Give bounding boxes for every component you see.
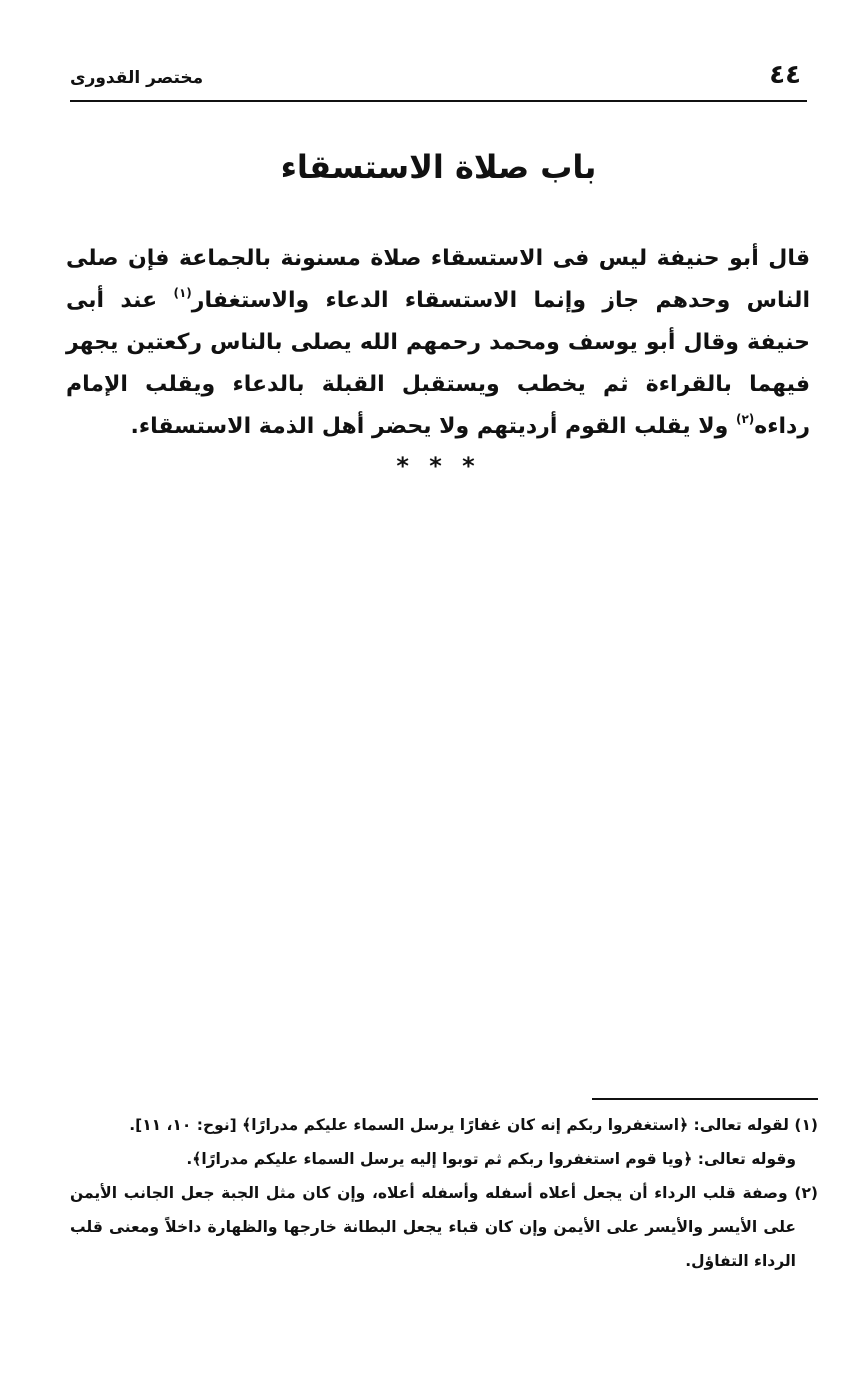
section-separator: * * * [396,452,481,480]
footnote-2: (٢) وصفة قلب الرداء أن يجعل أعلاه أسفله وأسفله أعلاه، وإن كان مثل الجبة جعل الجانب الأيمن على الأيسر والأيسر على الأيمن وإن كان قباء يجعل البطانة خارجها والظهارة داخلاً ومعنى قلب الرداء التفاؤل. [70,1184,818,1270]
footnote-1: (١) لقوله تعالى: ﴿استغفروا ربكم إنه كان غفارًا يرسل السماء عليكم مدرارًا﴾ [نوح: ١٠، ١١]. [129,1116,818,1134]
footnotes [70,1108,818,1278]
body-text-part-2: عند أبى حنيفة وقال أبو يوسف ومحمد رحمهم الله يصلى بالناس ركعتين يجهر فيهما بالقراءة ثم يخطب ويستقبل القبلة بالدعاء ويقلب الإمام رداءه [66,288,810,439]
body-text-part-1: قال أبو حنيفة ليس فى الاستسقاء صلاة مسنونة بالجماعة فإن صلى الناس وحدهم جاز وإنما الاستسقاء الدعاء والاستغفار [66,246,810,313]
header-divider [70,100,807,102]
footnote-marker-1: (١) [173,286,192,300]
footnote-1-continued: وقوله تعالى: ﴿ويا قوم استغفروا ربكم ثم توبوا إليه يرسل السماء عليكم مدرارًا﴾. [186,1150,796,1168]
footnote-divider [592,1098,818,1100]
chapter-title: باب صلاة الاستسقاء [280,148,597,186]
book-title: مختصر القدورى [70,68,204,88]
footnote-marker-2: (٢) [735,412,755,426]
page-number: ٤٤ [769,60,801,90]
running-header [70,60,807,96]
body-text-part-3: ولا يقلب القوم أرديتهم ولا يحضر أهل الذمة الاستسقاء. [130,414,736,439]
body-paragraph [66,238,810,448]
